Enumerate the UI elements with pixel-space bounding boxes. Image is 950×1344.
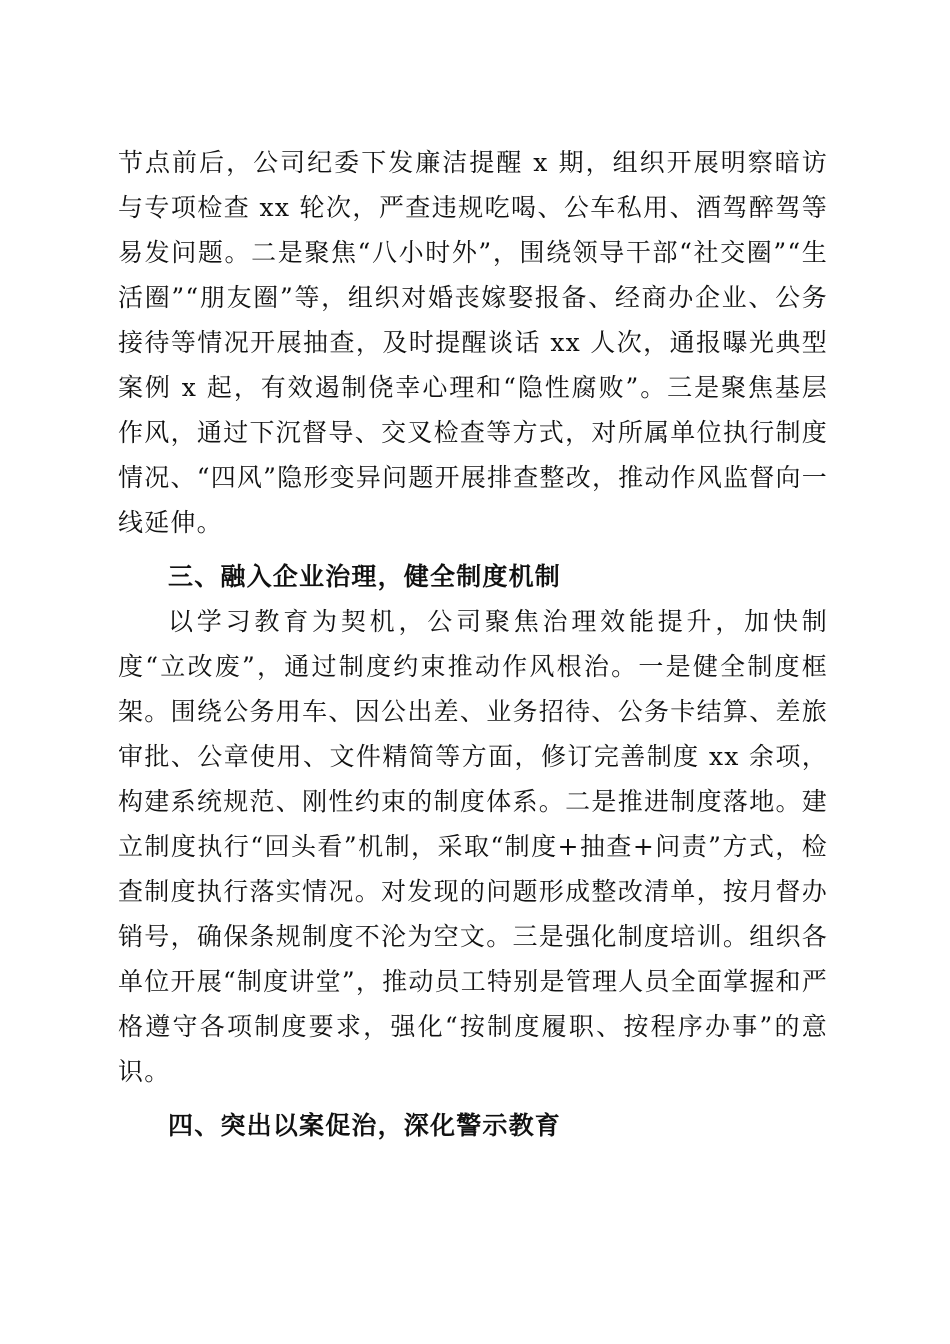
section-heading-4: 四、突出以案促治，深化警示教育 bbox=[168, 1111, 562, 1140]
section-heading-3: 三、融入企业治理，健全制度机制 bbox=[168, 562, 562, 591]
paragraph-section-3: 以学习教育为契机，公司聚焦治理效能提升，加快制度“立改废”，通过制度约束推动作风根治。一是健全制度框架。围绕公务用车、因公出差、业务招待、公务卡结算、差旅审批、公章使用、文件精简等方面，修订完善制度 xx 余项，构建系统规范、刚性约束的制度体系。二是推进制度落地。建立制度执行“回头看”机制，采取“制度+抽查+问责”方式，检查制度执行落实情况。对发现的问题形成整改清单，按月督办销号，确保条规制度不沦为空文。三是强化制度培训。组织各单位开展“制度讲堂”，推动员工特别是管理人员全面掌握和严格遵守各项制度要求，强化“按制度履职、按程序办事”的意识。 bbox=[118, 607, 828, 1086]
document-body bbox=[118, 140, 828, 1148]
paragraph-continuation: 节点前后，公司纪委下发廉洁提醒 x 期，组织开展明察暗访与专项检查 xx 轮次，严查违规吃喝、公车私用、酒驾醉驾等易发问题。二是聚焦“八小时外”，围绕领导干部“社交圈”“生活圈”“朋友圈”等，组织对婚丧嫁娶报备、经商办企业、公务接待等情况开展抽查，及时提醒谈话 xx 人次，通报曝光典型案例 x 起，有效遏制侥幸心理和“隐性腐败”。三是聚焦基层作风，通过下沉督导、交叉检查等方式，对所属单位执行制度情况、“四风”隐形变异问题开展排查整改，推动作风监督向一线延伸。 bbox=[118, 148, 828, 537]
